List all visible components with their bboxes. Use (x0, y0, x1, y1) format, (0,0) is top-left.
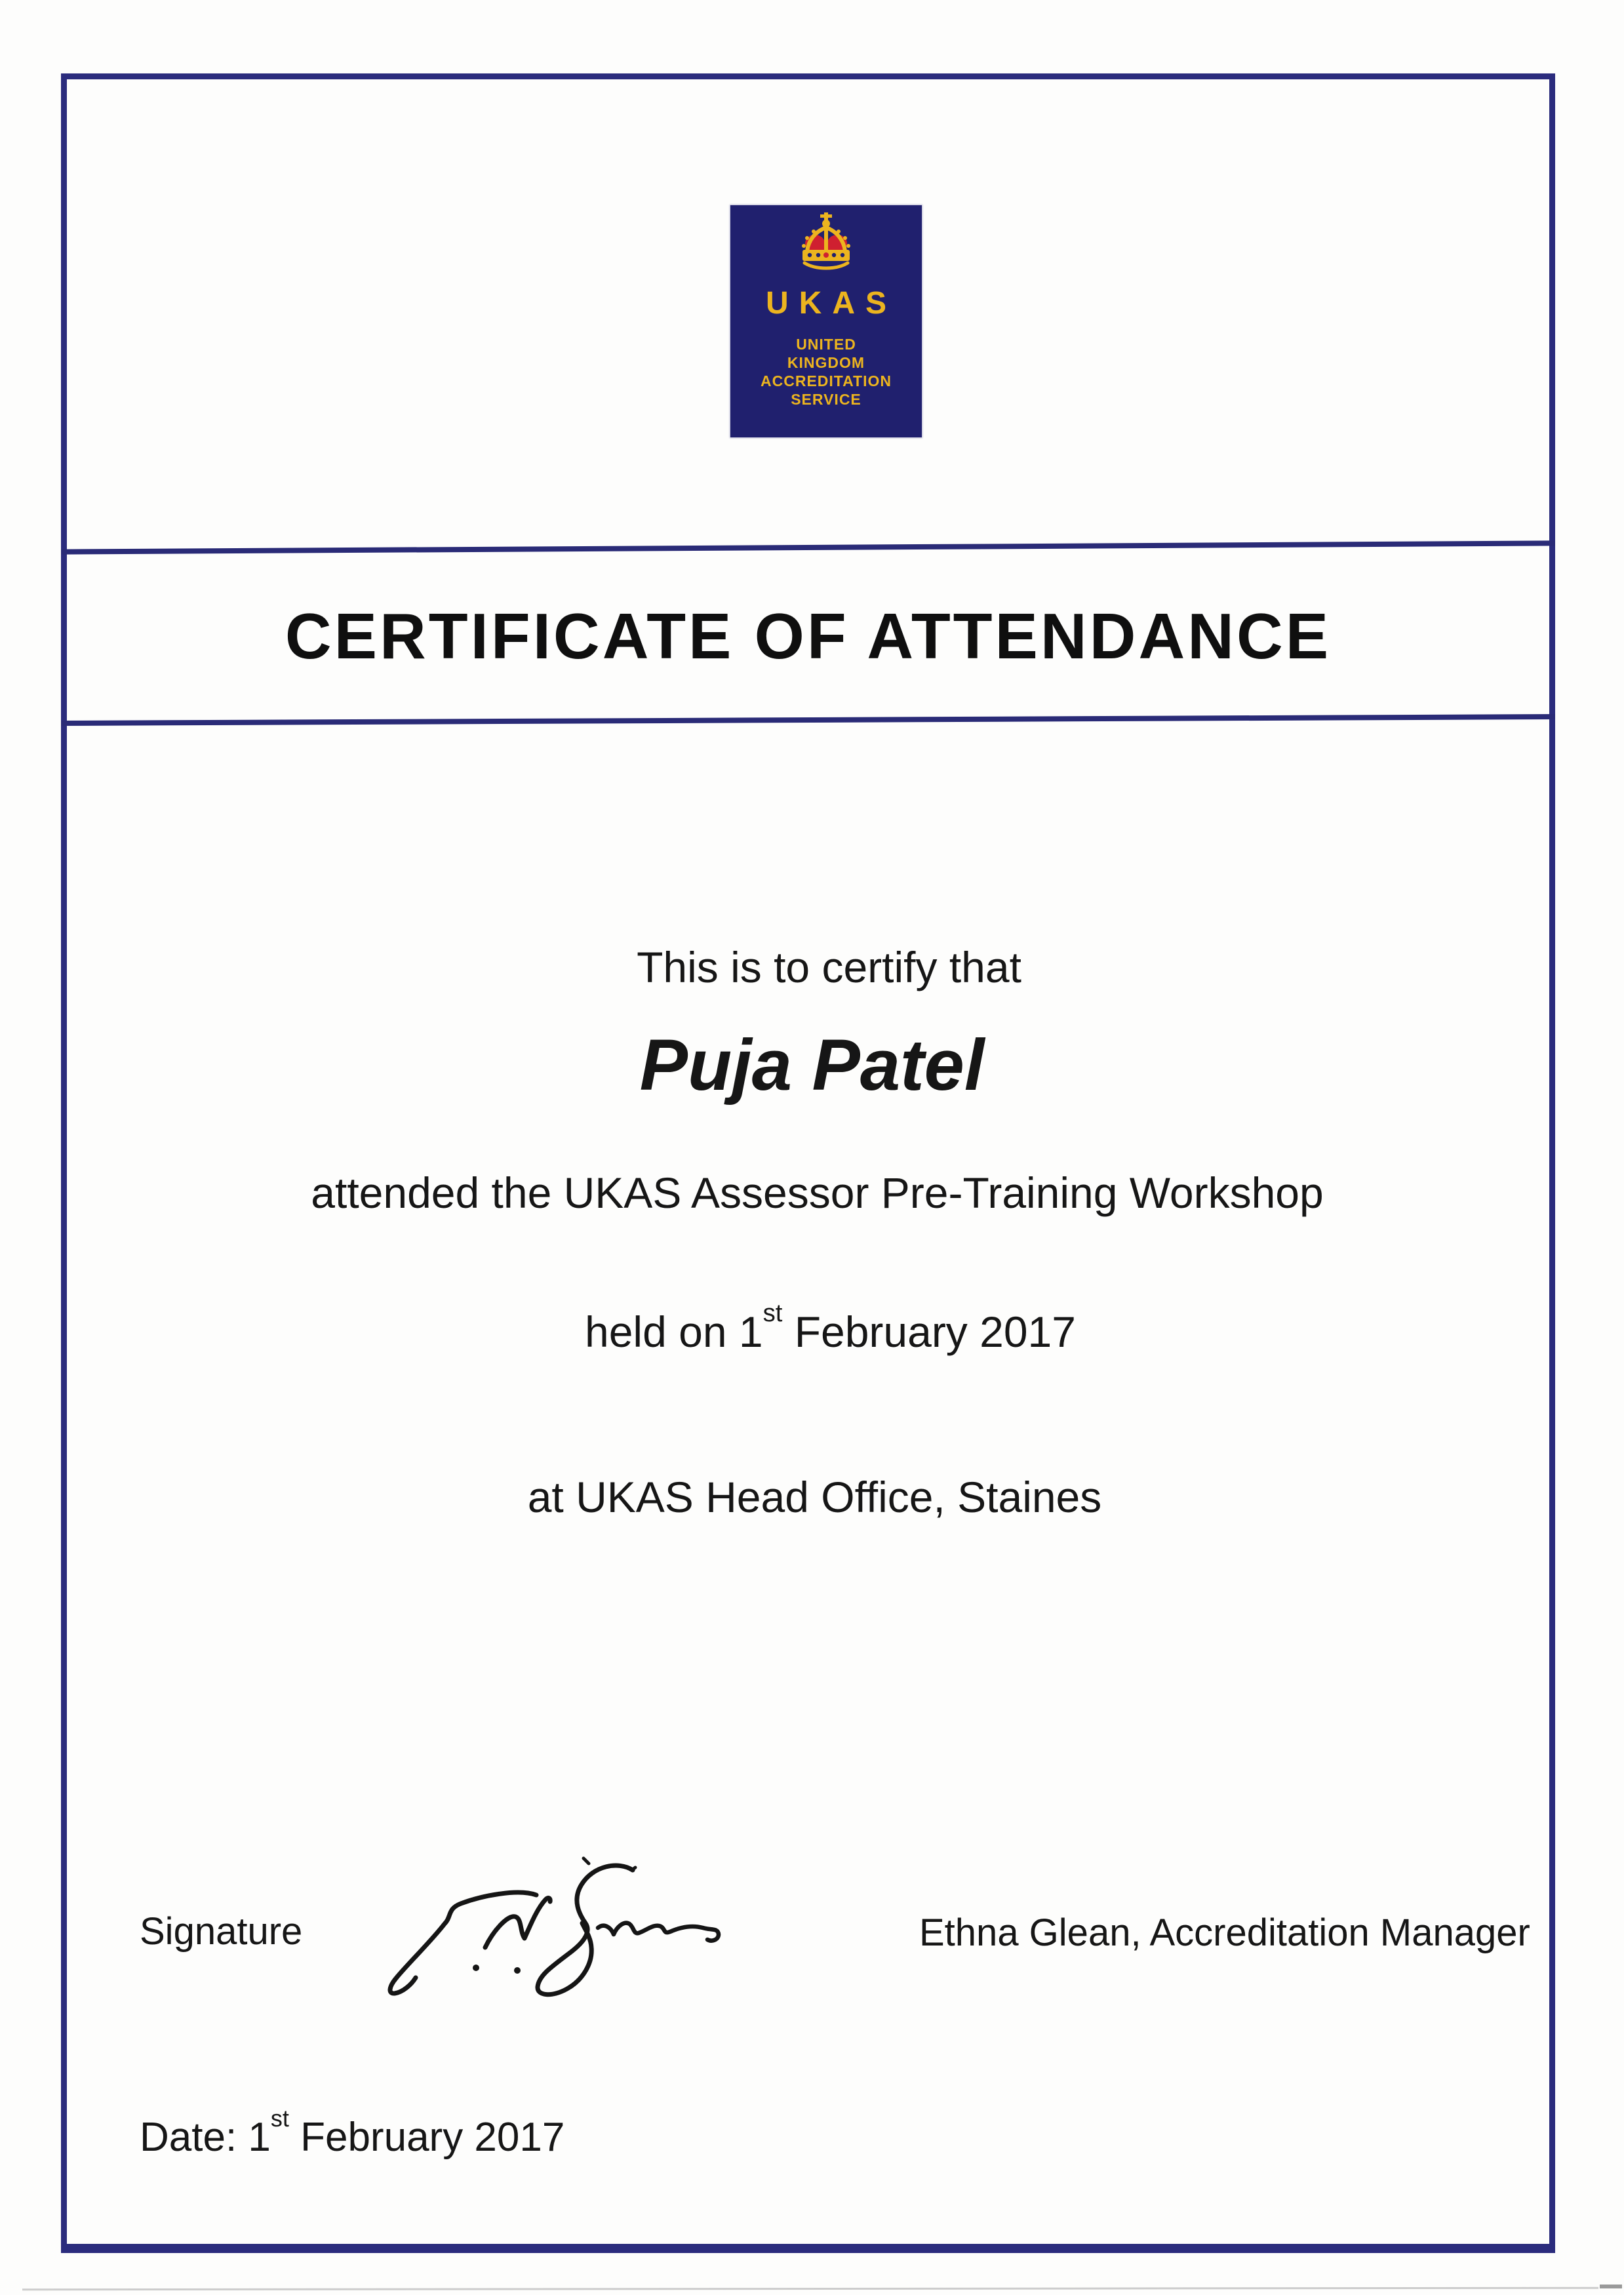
logo-org-line: KINGDOM (787, 354, 865, 371)
logo-org-name (761, 335, 892, 409)
logo-org-line: ACCREDITATION (761, 372, 892, 389)
ukas-logo (730, 205, 922, 437)
logo-acronym: UKAS (765, 286, 897, 321)
intro-line: This is to certify that (637, 943, 1021, 991)
held-on-date: February 2017 (782, 1307, 1076, 1356)
signature-label: Signature (140, 1910, 303, 1953)
signatory-name-title: Ethna Glean, Accreditation Manager (919, 1911, 1530, 1954)
date-line (140, 2105, 565, 2161)
date-value: February 2017 (288, 2115, 565, 2160)
ordinal-suffix: st (270, 2105, 289, 2132)
held-on-text: held on 1 (585, 1307, 763, 1356)
date-label: Date: 1 (140, 2115, 271, 2160)
ordinal-suffix: st (762, 1298, 783, 1327)
held-on-line (83, 1298, 1577, 1356)
logo-org-line: SERVICE (791, 391, 862, 408)
royal-crown-icon (791, 212, 861, 272)
scan-artifact-line (22, 2287, 1598, 2291)
location-line: at UKAS Head Office, Staines (527, 1473, 1102, 1521)
certificate-title: CERTIFICATE OF ATTENDANCE (285, 600, 1332, 672)
logo-org-line: UNITED (796, 336, 856, 353)
signature-handwriting (367, 1829, 747, 2000)
scan-artifact-mark (1600, 2285, 1622, 2288)
attendee-name: Puja Patel (639, 1025, 985, 1106)
course-line: attended the UKAS Assessor Pre-Training Workshop (311, 1168, 1324, 1217)
